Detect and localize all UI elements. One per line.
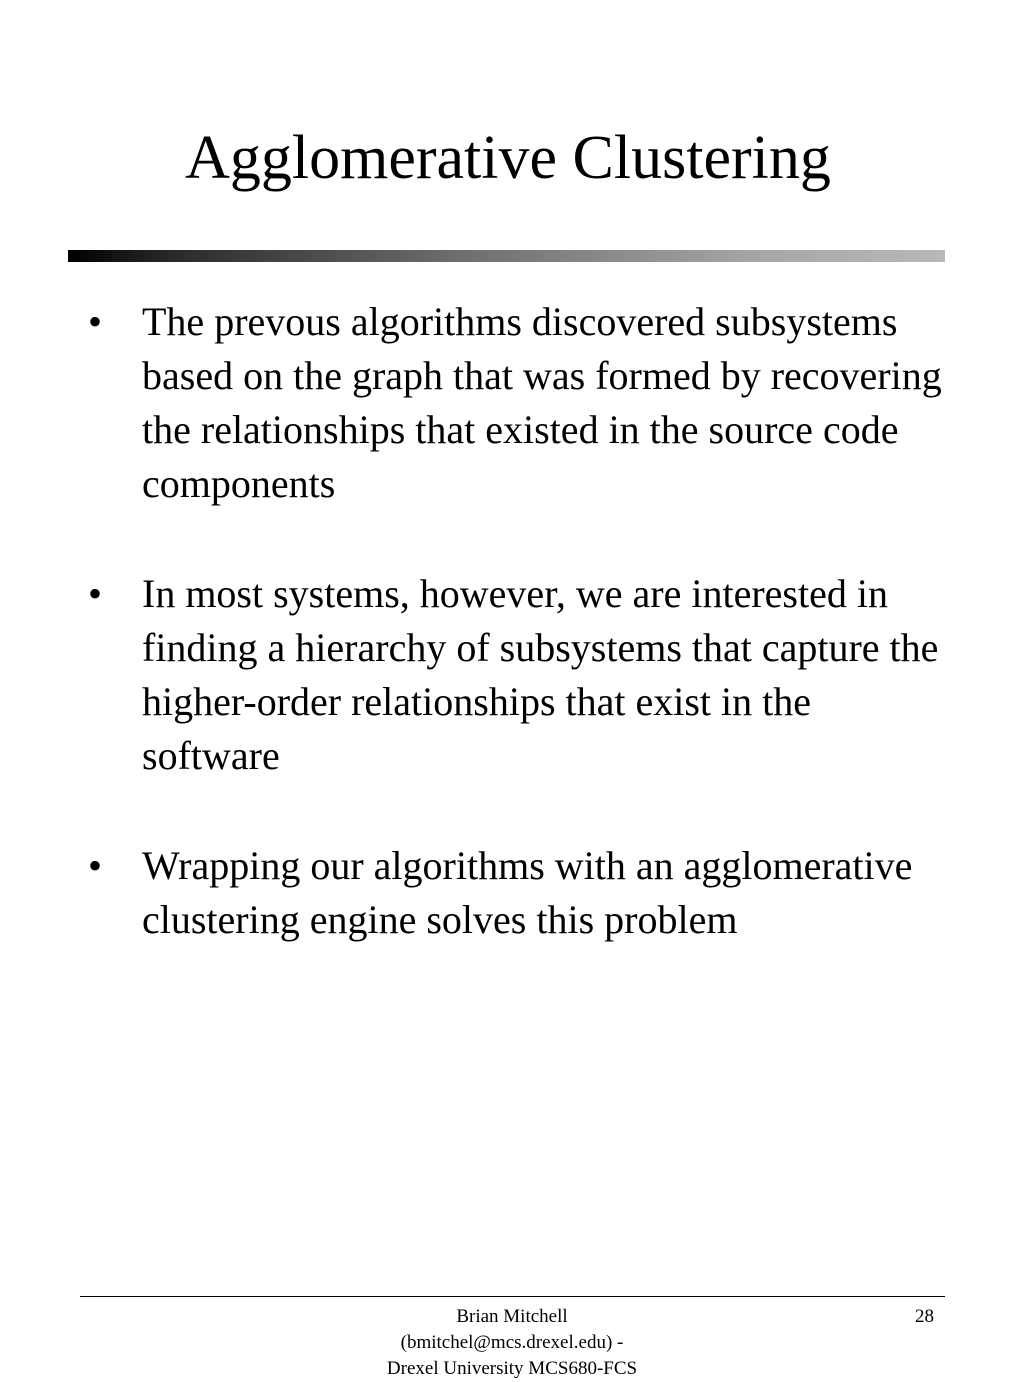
bullet-item-2: [0, 567, 1024, 783]
bullet-icon: •: [88, 299, 103, 344]
bullet-text: Wrapping our algorithms with an agglomerative clustering engine solves this problem: [142, 843, 913, 942]
footer-institution: Drexel University MCS680-FCS: [386, 1358, 638, 1379]
title-divider: [68, 250, 945, 262]
page-number: 28: [915, 1306, 934, 1327]
bullet-item-3: [0, 839, 1024, 947]
footer-author: Brian Mitchell: [456, 1306, 568, 1327]
bullet-text: In most systems, however, we are interested in finding a hierarchy of subsystems that capture the higher-order relationships that exist in the software: [142, 571, 939, 778]
bullet-icon: •: [88, 571, 103, 616]
footer-divider: [80, 1296, 945, 1297]
bullet-list: [0, 295, 1024, 1003]
bullet-text: The prevous algorithms discovered subsystems based on the graph that was formed by recovering the relationships that existed in the source code components: [142, 299, 942, 506]
bullet-item-1: [0, 295, 1024, 511]
bullet-icon: •: [88, 843, 103, 888]
slide-title: Agglomerative Clustering: [185, 124, 831, 192]
footer-credit: [0, 1304, 1024, 1382]
footer-email: (bmitchel@mcs.drexel.edu) -: [400, 1332, 624, 1353]
